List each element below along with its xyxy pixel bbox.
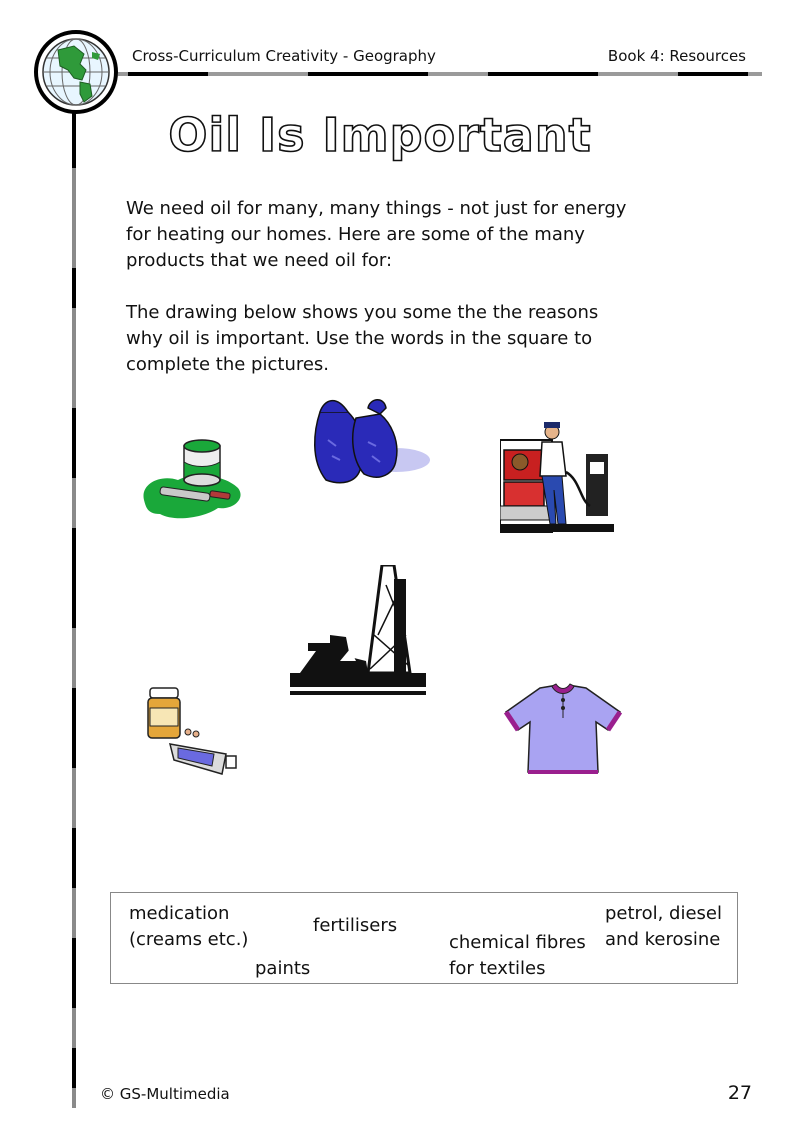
margin-line [72,108,76,1108]
word-fertilisers: fertilisers [313,915,398,936]
word-fibres-line: chemical fibres [449,932,586,953]
word-petrol-line: petrol, diesel [605,903,722,924]
header-title: Cross-Curriculum Creativity - Geography [132,47,436,65]
header-rule [118,72,762,76]
instruction-line: complete the pictures. [126,354,330,375]
intro-line: for heating our homes. Here are some of the many [126,224,585,245]
word-petrol-line: and kerosine [605,929,721,950]
word-medication-line: medication [129,903,230,924]
instruction-line: why oil is important. Use the words in the square to [126,328,593,349]
shirt-icon [500,682,626,778]
instruction-paragraph [126,300,646,378]
petrol-station-icon [500,420,614,534]
intro-paragraph [126,196,646,274]
word-petrol [605,901,722,953]
header-book: Book 4: Resources [607,47,746,65]
paint-tin-icon [138,432,248,524]
medication-icon [144,684,244,776]
intro-line: We need oil for many, many things - not just for energy [126,198,627,219]
word-chemical-fibres [449,930,586,982]
oil-rig-icon [290,565,430,705]
word-medication [129,901,248,953]
word-box [110,892,738,984]
page-number: 27 [727,1082,752,1104]
instruction-line: The drawing below shows you some the the reasons [126,302,599,323]
word-medication-line: (creams etc.) [129,929,249,950]
intro-line: products that we need oil for: [126,250,393,271]
copyright: © GS-Multimedia [100,1085,230,1103]
globe-logo-icon [34,30,118,114]
page-title: Oil Is Important [168,108,592,162]
fertiliser-sacks-icon [306,390,432,490]
word-fibres-line: for textiles [449,958,546,979]
word-paints: paints [255,958,311,979]
